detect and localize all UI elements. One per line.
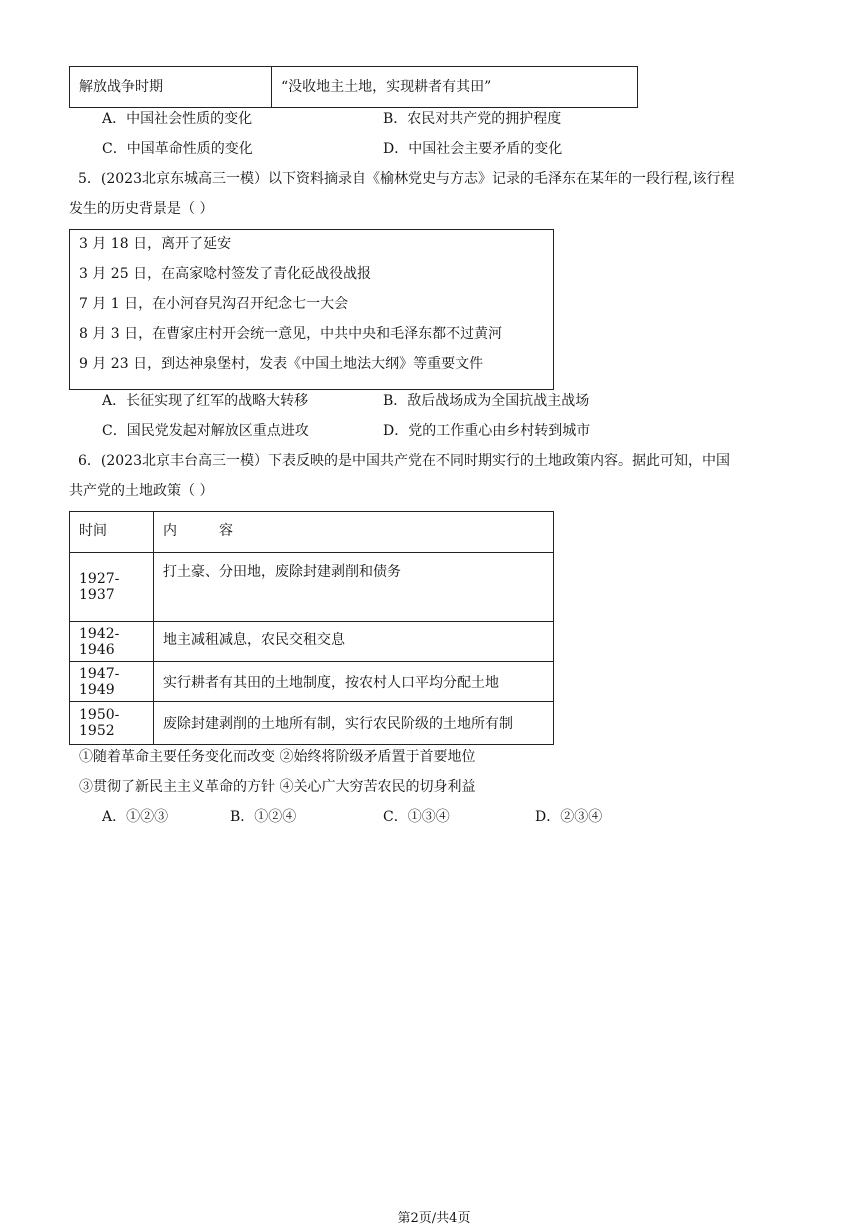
q6-row2-content: 地主减租减息，农民交租交息: [163, 632, 345, 648]
q5-stem-line1: 5．(2023北京东城高三一模）以下资料摘录自《榆林党史与方志》记录的毛泽东在某年的一段行程,该行程: [78, 171, 735, 187]
q6-row1-content-cell: [154, 553, 554, 622]
q6-row3-time-cell: [70, 662, 154, 702]
q6-row3-content-cell: [154, 662, 554, 702]
q6-policy-table: [69, 511, 554, 745]
table-row: [70, 702, 554, 745]
q6-option-d[interactable]: D．②③④: [535, 809, 603, 825]
q6-option-b[interactable]: B．①②④: [230, 809, 297, 825]
q6-statements-line2: ③贯彻了新民主主义革命的方针 ④关心广大穷苦农民的切身利益: [79, 779, 476, 795]
table-row: [70, 622, 554, 662]
q6-stem-line1: 6．(2023北京丰台高三一模）下表反映的是中国共产党在不同时期实行的土地政策内容。据此可知，中国: [78, 453, 730, 469]
q6-header-content-cell: [154, 512, 554, 553]
q5-option-a[interactable]: A．长征实现了红军的战略大转移: [102, 393, 309, 409]
q4-content: “没收地主土地，实现耕者有其田”: [281, 79, 492, 95]
q6-row2-time-cell: [70, 622, 154, 662]
table-row: [70, 662, 554, 702]
table-row: [70, 553, 554, 622]
q4-period-cell: [70, 67, 272, 108]
q6-header-content: 内 容: [163, 523, 233, 539]
q4-table: [69, 66, 638, 108]
q5-option-b[interactable]: B．敌后战场成为全国抗战主战场: [383, 393, 590, 409]
q6-row4-content-cell: [154, 702, 554, 745]
q5-stem-line2: 发生的历史背景是（ ）: [69, 201, 214, 217]
q4-option-a[interactable]: A．中国社会性质的变化: [102, 111, 253, 127]
q4-option-b[interactable]: B．农民对共产党的拥护程度: [383, 111, 562, 127]
q6-row1-content: 打土豪、分田地，废除封建剥削和债务: [163, 564, 401, 580]
page-footer: [0, 1207, 868, 1226]
q5-record-1: 3 月 18 日，离开了延安: [79, 236, 232, 252]
q4-option-c[interactable]: C．中国革命性质的变化: [102, 141, 253, 157]
table-row: [70, 67, 638, 108]
q6-row1-time: 1927-1937: [79, 571, 120, 603]
q6-row1-time-cell: [70, 553, 154, 622]
q6-row3-time: 1947-1949: [79, 665, 120, 698]
page-number: 第2页/共4页: [397, 1211, 471, 1226]
q4-option-d[interactable]: D．中国社会主要矛盾的变化: [383, 141, 563, 157]
q6-option-a[interactable]: A．①②③: [102, 809, 169, 825]
q6-row4-content: 废除封建剥削的土地所有制，实行农民阶级的土地所有制: [163, 716, 513, 732]
q5-option-c[interactable]: C．国民党发起对解放区重点进攻: [102, 423, 309, 439]
q6-row4-time: 1950-1952: [79, 707, 120, 739]
table-row: [70, 512, 554, 553]
q6-option-c[interactable]: C．①③④: [383, 809, 450, 825]
q6-header-time: 时间: [79, 523, 107, 539]
q5-record-5: 9 月 23 日，到达神泉堡村，发表《中国土地法大纲》等重要文件: [79, 356, 484, 372]
q5-record-2: 3 月 25 日，在高家唸村签发了青化砭战役战报: [79, 266, 372, 282]
q6-header-time-cell: [70, 512, 154, 553]
q4-content-cell: [272, 67, 638, 108]
q4-period: 解放战争时期: [79, 79, 163, 95]
q5-record-3: 7 月 1 日，在小河昚旯沟召开纪念七一大会: [79, 296, 349, 312]
q5-option-d[interactable]: D．党的工作重心由乡村转到城市: [383, 423, 591, 439]
q6-statements-line1: ①随着革命主要任务变化而改变 ②始终将阶级矛盾置于首要地位: [79, 749, 476, 765]
q6-row3-content: 实行耕者有其田的土地制度，按农村人口平均分配土地: [163, 674, 499, 691]
q6-stem-line2: 共产党的土地政策（ ）: [69, 483, 214, 499]
q6-row2-content-cell: [154, 622, 554, 662]
q5-record-4: 8 月 3 日，在曹家庄村开会统一意见，中共中央和毛泽东都不过黄河: [79, 326, 503, 342]
q6-row4-time-cell: [70, 702, 154, 745]
q6-row2-time: 1942-1946: [79, 625, 120, 658]
